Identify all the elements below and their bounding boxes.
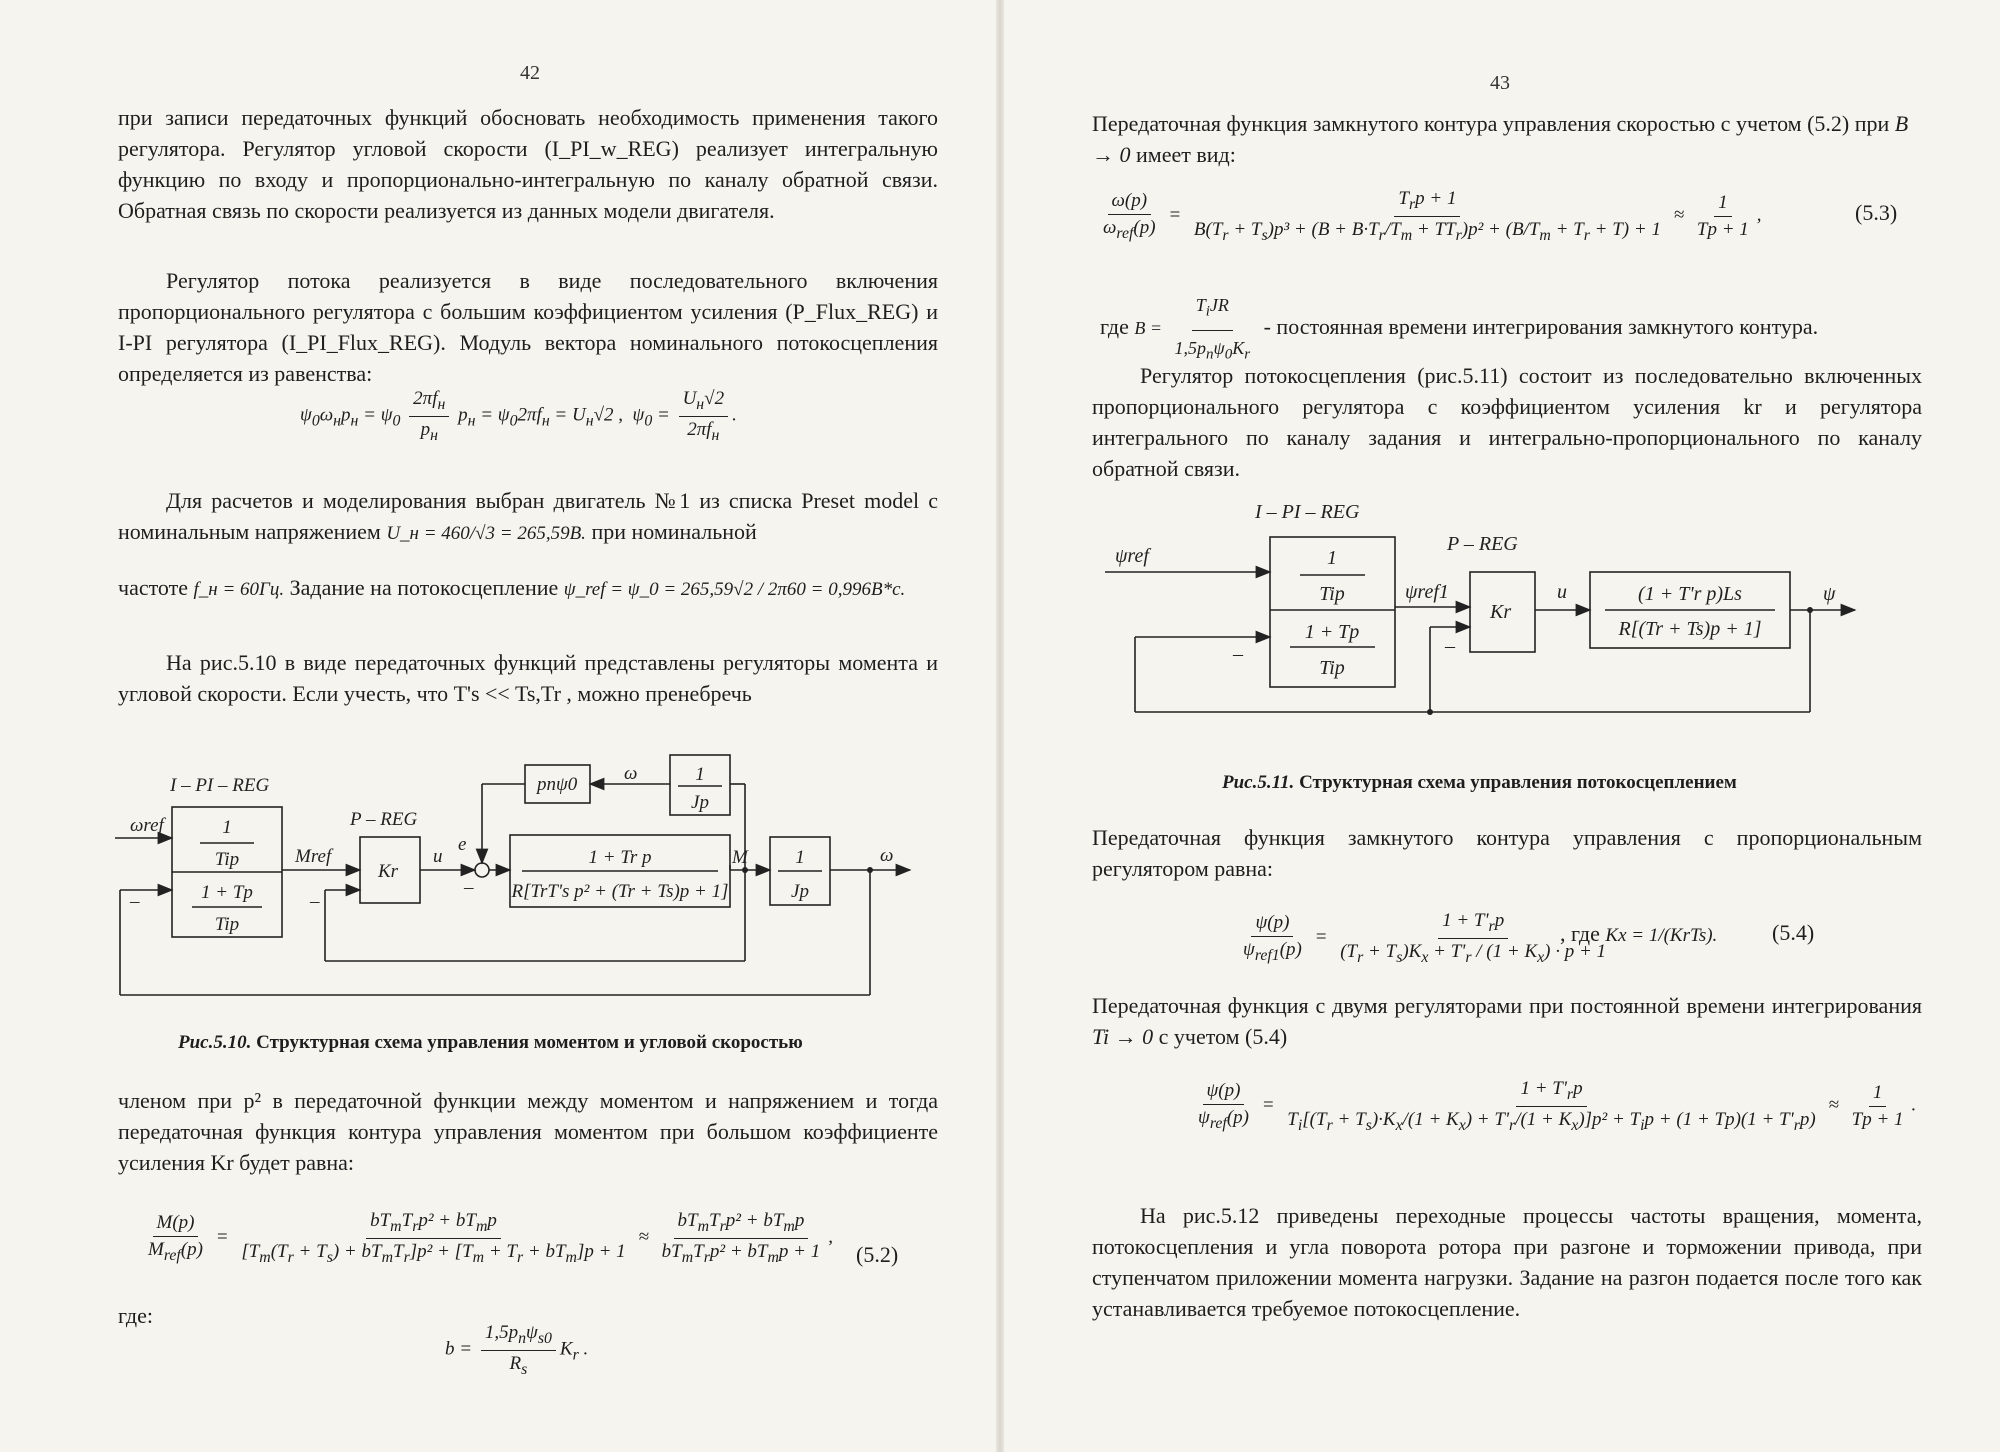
kr-text: Kr xyxy=(378,861,399,882)
plant-num: 1 + Tr p xyxy=(588,847,652,868)
int-den: Tip xyxy=(214,849,240,870)
psi-ref-label: ψref xyxy=(1115,545,1149,567)
pn-psi-text: pnψ0 xyxy=(537,774,578,795)
page-number-right: 43 xyxy=(1490,72,1510,94)
pi-num: 1 + Tp xyxy=(201,882,253,903)
m-ref-label: Mref xyxy=(295,846,332,867)
where-label: где: xyxy=(118,1303,153,1328)
m-label: M xyxy=(732,847,748,868)
paragraph-5: членом при p² в передаточной функции между моментом и напряжением и тогда передаточная функция контура управления моментом при большом коэффициенте усиления Kr будет равна: xyxy=(118,1088,938,1175)
paragraph-2: Регулятор потока реализуется в виде последовательного включения пропорционального регулятора с большим коэффициентом усиления (P_Flux_REG) и I-PI регулятора (I_PI_Flux_REG). Модуль вектора номинального потокосцепления определяется из равенства: xyxy=(118,268,938,386)
preg-label: P – REG xyxy=(350,809,418,830)
psi-ref1-label: ψref1 xyxy=(1405,581,1449,603)
summing-junction xyxy=(475,863,489,877)
right-page xyxy=(1000,0,2000,1452)
paragraph-3-line2: частоте f_н = 60Гц. Задание на потокосцепление ψ_ref = ψ_0 = 265,59√2 / 2π60 = 0,996В*с. xyxy=(118,575,906,600)
jp-top-den: Jp xyxy=(691,792,709,813)
page-number-left: 42 xyxy=(520,62,540,84)
figure-5-11-diagram xyxy=(1095,492,1865,742)
u-label: u xyxy=(433,846,443,867)
flux-int-num: 1 xyxy=(1327,547,1337,569)
omega-ref-label: ωref xyxy=(130,815,164,836)
flux-minus-2: – xyxy=(1445,635,1455,657)
flux-kr-text: Kr xyxy=(1490,601,1512,623)
where-b-line: где B = $\frac{T_iJR}{1,5p_n\psi_0K_r}$ - постоянная времени интегрирования замкнутого контура. xyxy=(1100,290,1930,370)
flux-ipi-label: I – PI – REG xyxy=(1255,501,1360,523)
e-label: e xyxy=(458,834,467,855)
flux-pi-num: 1 + Tp xyxy=(1304,621,1360,643)
flux-minus-1: – xyxy=(1233,643,1243,665)
right-paragraph-3: Передаточная функция замкнутого контура управления с пропорциональным регулятором равна: xyxy=(1092,825,1922,881)
frequency-value: f_н = 60Гц. xyxy=(193,579,285,600)
flux-plant-den: R[(Tr + Ts)p + 1] xyxy=(1618,618,1762,640)
minus-1: – xyxy=(130,891,140,912)
paragraph-4: На рис.5.10 в виде передаточных функций представлены регуляторы момента и угловой скорости. Если учесть, что T's << Ts,Tr , можно пренебречь xyxy=(118,650,938,706)
eq-5-4-where: , где Kx = 1/(KrTs). xyxy=(1560,921,1718,946)
right-paragraph-1: Передаточная функция замкнутого контура управления скоростью с учетом (5.2) при B → 0 имеет вид: xyxy=(1092,111,1909,167)
right-paragraph-2: Регулятор потокосцепления (рис.5.11) состоит из последовательно включенных пропорционального регулятора с коэффициентом усиления kr и регулятора интегрального по каналу задания и интегрально-пропорционального по каналу обратной связи. xyxy=(1092,363,1922,481)
ipi-reg-label: I – PI – REG xyxy=(170,775,270,796)
right-paragraph-5: На рис.5.12 приведены переходные процессы частоты вращения, момента, потокосцепления и угла поворота ротора при разгоне и торможении привода, при ступенчатом приложении момента нагрузки. Задание на разгон подается после того как устанавливается требуемое потокосцепление. xyxy=(1092,1203,1922,1321)
flux-plant-num: (1 + T'r p)Ls xyxy=(1638,583,1742,605)
eq-5-4-label: (5.4) xyxy=(1772,920,1815,945)
minus-3: – xyxy=(464,877,474,898)
flux-preg-label: P – REG xyxy=(1447,533,1518,555)
right-paragraph-4: Передаточная функция с двумя регуляторами при постоянной времени интегрирования Ti → 0 с учетом (5.4) xyxy=(1092,993,1922,1049)
figure-5-10-caption: Рис.5.10. Структурная схема управления моментом и угловой скоростью xyxy=(178,1032,803,1053)
paragraph-3: Для расчетов и моделирования выбран двигатель №1 из списка Preset model с номинальным напряжением U_н = 460/√3 = 265,59В. при номинальной xyxy=(118,488,938,544)
formula-flux-nominal: $\psi_0\omega_нp_н = \psi_0$ $\frac{2\pi f_н}{p_н}$ $p_н = \psi_02\pi f_н = U_н√2$ , $\psi_0$ = $\frac{U_н√2}{2\pi f_н}$ . xyxy=(300,388,737,444)
omega-out-label: ω xyxy=(880,845,894,866)
jp-top-num: 1 xyxy=(695,764,705,785)
formula-b: b = $\frac{1,5p_n\psi_{s0}}{R_s}$ $K_r$ . xyxy=(445,1322,589,1378)
ti-limit: Ti → 0 xyxy=(1092,1024,1154,1049)
flux-ref-value: ψ_ref = ψ_0 = 265,59√2 / 2π60 = 0,996В*с. xyxy=(563,579,906,600)
flux-pi-den: Tip xyxy=(1319,657,1345,679)
flux-int-den: Tip xyxy=(1319,583,1345,605)
formula-5-4: $\frac{\psi(p)}{\psi_{ref1}(p)}$ = $\frac{1 + T'_rp}{(T_r + T_s)K_x + T'_r / (1 + K_x) \cdot p + 1}$ xyxy=(1243,910,1607,966)
paragraph-1: при записи передаточных функций обосновать необходимость применения такого регулятора. Регулятор угловой скорости (I_PI_w_REG) реализует интегральную функцию по входу и пропорционально-интегральную по каналу обратной связи. Обратная связь по скорости реализуется из данных модели двигателя. xyxy=(118,105,938,223)
minus-2: – xyxy=(310,891,320,912)
plant-den: R[TrT's p² + (Tr + Ts)p + 1] xyxy=(511,881,729,902)
voltage-value: U_н = 460/√3 = 265,59В. xyxy=(386,523,586,544)
psi-out-label: ψ xyxy=(1823,583,1836,605)
pi-den: Tip xyxy=(214,914,240,935)
eq-5-3-label: (5.3) xyxy=(1855,200,1898,225)
eq-5-2-label: (5.2) xyxy=(856,1242,899,1267)
jp-num: 1 xyxy=(795,847,805,868)
omega-top-label: ω xyxy=(624,763,638,784)
figure-5-10-diagram xyxy=(110,725,940,1025)
kx-def: Kx = 1/(KrTs). xyxy=(1605,925,1718,946)
b-limit: B → 0 xyxy=(1092,111,1909,167)
int-num: 1 xyxy=(222,817,232,838)
jp-den: Jp xyxy=(791,881,809,902)
formula-5-3: $\frac{\omega(p)}{\omega_{ref}(p)}$ = $\frac{T_rp + 1}{B(T_r + T_s)p^3 + (B + B\cdot T_r/T_m + TT_r)p^2 + (B/T_m + T_r + T) + 1}$ ≈ $\frac{1}{Tp + 1}$ , xyxy=(1103,188,1762,244)
flux-u-label: u xyxy=(1557,581,1567,603)
formula-5-2: $\frac{M(p)}{M_{ref}(p)}$ = $\frac{bT_mT_rp^2 + bT_mp}{[T_m(T_r + T_s) + bT_mT_r]p^2 + [T_m + T_r + bT_m]p + 1}$ ≈ $\frac{bT_mT_rp^2 + bT_mp}{bT_mT_rp^2 + bT_mp + 1}$ , xyxy=(148,1210,833,1266)
formula-two-regulators: $\frac{\psi(p)}{\psi_{ref}(p)}$ = $1 + T'_rp$ $T_i[(T_r + T_s)\cdot K_x/(1 + K_x) + T'_r/(1 + K_x)]p^2 + T_ip + (1 + Tp)(1 + T'_rp)$ ≈ $\frac{1}{Tp + 1}$ . xyxy=(1198,1078,1917,1134)
figure-5-11-caption: Рис.5.11. Структурная схема управления потокосцеплением xyxy=(1222,772,1737,793)
